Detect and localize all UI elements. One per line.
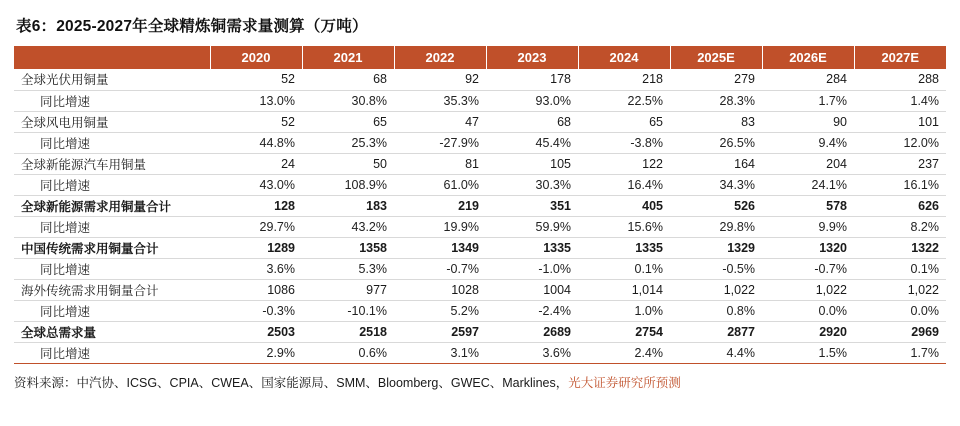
cell-value: 1322 [854,237,946,258]
cell-value: 13.0% [210,90,302,111]
cell-value: 101 [854,111,946,132]
cell-value: 164 [670,153,762,174]
cell-value: 2518 [302,321,394,342]
cell-value: 92 [394,69,486,90]
copper-demand-table [14,46,946,363]
cell-value: 44.8% [210,132,302,153]
row-label: 海外传统需求用铜量合计 [14,279,210,300]
table-row [14,111,946,132]
cell-value: 1004 [486,279,578,300]
table-row [14,195,946,216]
cell-value: 52 [210,111,302,132]
table-row [14,279,946,300]
cell-value: 1.7% [762,90,854,111]
row-label: 同比增速 [14,300,210,321]
column-header-2023: 2023 [486,46,578,69]
cell-value: 43.0% [210,174,302,195]
row-label: 全球总需求量 [14,321,210,342]
cell-value: 1,022 [854,279,946,300]
row-label: 全球新能源需求用铜量合计 [14,195,210,216]
cell-value: 28.3% [670,90,762,111]
cell-value: 5.3% [302,258,394,279]
row-label: 同比增速 [14,174,210,195]
cell-value: 1.0% [578,300,670,321]
cell-value: 204 [762,153,854,174]
cell-value: 2597 [394,321,486,342]
cell-value: 128 [210,195,302,216]
cell-value: 0.8% [670,300,762,321]
cell-value: 2877 [670,321,762,342]
cell-value: 5.2% [394,300,486,321]
cell-value: 288 [854,69,946,90]
cell-value: 29.8% [670,216,762,237]
column-header-2024: 2024 [578,46,670,69]
row-label: 同比增速 [14,132,210,153]
cell-value: 2.9% [266,345,295,360]
cell-value: 218 [578,69,670,90]
cell-value: 30.8% [302,90,394,111]
source-brand: 光大证券研究所预测 [568,376,681,390]
cell-value: 19.9% [394,216,486,237]
cell-value: 9.4% [762,132,854,153]
table-row [14,132,946,153]
cell-value: 1335 [578,237,670,258]
cell-value: -3.8% [578,132,670,153]
column-header-2025e: 2025E [670,46,762,69]
cell-value: -0.7% [762,258,854,279]
cell-value: 83 [670,111,762,132]
cell-value: 1.4% [854,90,946,111]
table-row [14,258,946,279]
cell-value: 81 [394,153,486,174]
cell-value: 61.0% [394,174,486,195]
cell-value: 122 [578,153,670,174]
cell-value: 977 [302,279,394,300]
row-label: 同比增速 [14,216,210,237]
cell-value: -0.3% [210,300,302,321]
row-label: 同比增速 [40,346,91,361]
row-label: 中国传统需求用铜量合计 [14,237,210,258]
column-header-2022: 2022 [394,46,486,69]
table-row [14,321,946,342]
cell-value: 1,022 [670,279,762,300]
cell-value: 1086 [210,279,302,300]
table-row [14,69,946,90]
cell-value: 1,022 [762,279,854,300]
cell-value: 22.5% [578,90,670,111]
cell-value: 108.9% [302,174,394,195]
page-title: 表6：2025-2027年全球精炼铜需求量测算（万吨） [16,18,368,35]
cell-value: 237 [854,153,946,174]
column-header-2026e: 2026E [762,46,854,69]
cell-value: 3.6% [542,345,571,360]
cell-value: 2754 [578,321,670,342]
cell-value: 65 [302,111,394,132]
row-label: 全球光伏用铜量 [14,69,210,90]
cell-value: 2920 [762,321,854,342]
cell-value: -2.4% [486,300,578,321]
cell-value: 578 [762,195,854,216]
cell-value: 2503 [210,321,302,342]
row-label: 全球新能源汽车用铜量 [14,153,210,174]
row-label: 同比增速 [14,258,210,279]
cell-value: 2969 [854,321,946,342]
cell-value: 68 [486,111,578,132]
cell-value: 24.1% [762,174,854,195]
cell-value: 26.5% [670,132,762,153]
cell-value: 0.1% [578,258,670,279]
cell-value: 1320 [762,237,854,258]
table-body [14,69,946,363]
cell-value: 90 [762,111,854,132]
cell-value: -27.9% [394,132,486,153]
cell-value: 0.1% [854,258,946,279]
cell-value: 1358 [302,237,394,258]
table-row [14,153,946,174]
cell-value: -0.5% [670,258,762,279]
cell-value: 16.4% [578,174,670,195]
cell-value: 351 [486,195,578,216]
table-row [14,237,946,258]
table-header-row [14,46,946,69]
table-row [14,90,946,111]
cell-value: 43.2% [302,216,394,237]
cell-value: 29.7% [210,216,302,237]
cell-value: -10.1% [302,300,394,321]
cell-value: 52 [210,69,302,90]
cell-value: 65 [578,111,670,132]
row-label: 全球风电用铜量 [14,111,210,132]
cell-value: 526 [670,195,762,216]
source-text: 资料来源：中汽协、ICSG、CPIA、CWEA、国家能源局、SMM、Bloomberg、GWEC、Marklines， [14,376,569,390]
cell-value: 0.0% [854,300,946,321]
cell-value: 1028 [394,279,486,300]
column-header-0 [14,46,210,69]
column-header-2027e: 2027E [854,46,946,69]
cell-value: 35.3% [394,90,486,111]
cell-value: 4.4% [726,345,755,360]
table-row [14,342,946,363]
cell-value: 1289 [210,237,302,258]
cell-value: 1.5% [818,345,847,360]
cell-value: -1.0% [486,258,578,279]
cell-value: 9.9% [762,216,854,237]
cell-value: 626 [854,195,946,216]
cell-value: 47 [394,111,486,132]
cell-value: 16.1% [854,174,946,195]
source-note [14,373,946,391]
cell-value: 284 [762,69,854,90]
cell-value: 12.0% [854,132,946,153]
cell-value: 3.1% [450,345,479,360]
cell-value: 1.7% [910,345,939,360]
cell-value: 219 [394,195,486,216]
cell-value: -0.7% [394,258,486,279]
cell-value: 405 [578,195,670,216]
cell-value: 8.2% [854,216,946,237]
cell-value: 3.6% [210,258,302,279]
cell-value: 25.3% [302,132,394,153]
cell-value: 183 [302,195,394,216]
cell-value: 34.3% [670,174,762,195]
row-label: 同比增速 [14,90,210,111]
cell-value: 105 [486,153,578,174]
cell-value: 68 [302,69,394,90]
table-row [14,216,946,237]
cell-value: 1,014 [578,279,670,300]
table-row [14,300,946,321]
cell-value: 1349 [394,237,486,258]
cell-value: 2.4% [634,345,663,360]
table-row [14,174,946,195]
cell-value: 2689 [486,321,578,342]
cell-value: 30.3% [486,174,578,195]
cell-value: 24 [210,153,302,174]
cell-value: 0.0% [762,300,854,321]
cell-value: 178 [486,69,578,90]
cell-value: 0.6% [358,345,387,360]
table-container [14,46,946,364]
cell-value: 50 [302,153,394,174]
cell-value: 93.0% [486,90,578,111]
cell-value: 1329 [670,237,762,258]
cell-value: 15.6% [578,216,670,237]
cell-value: 279 [670,69,762,90]
column-header-2021: 2021 [302,46,394,69]
cell-value: 59.9% [486,216,578,237]
cell-value: 1335 [486,237,578,258]
cell-value: 45.4% [486,132,578,153]
column-header-2020: 2020 [210,46,302,69]
table-header [14,46,946,69]
